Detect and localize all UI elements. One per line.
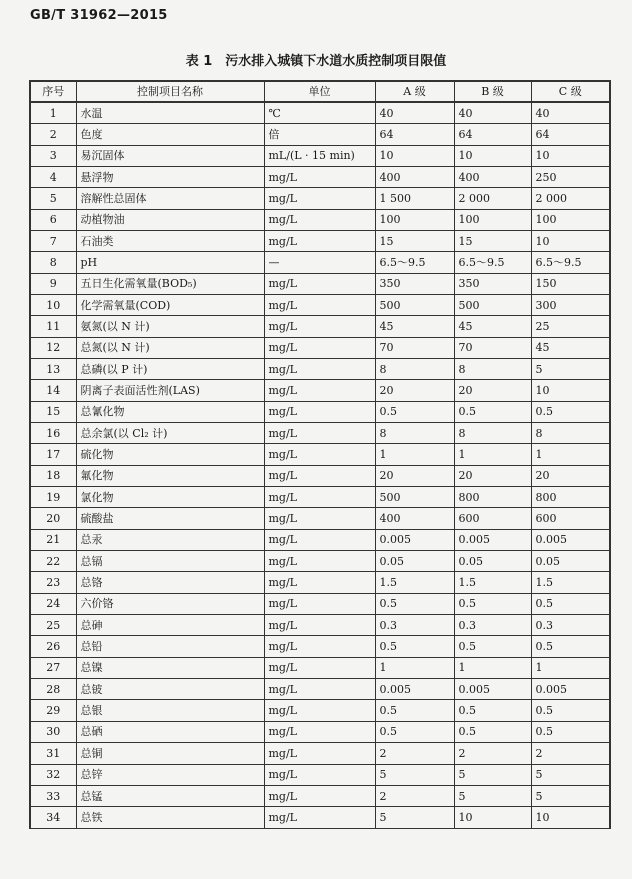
grade-a-value: 0.005 (375, 679, 454, 700)
table-row (30, 636, 610, 657)
grade-b-value: 5 (454, 764, 531, 785)
standard-number: GB/T 31962—2015 (30, 8, 168, 23)
row-number: 5 (30, 188, 76, 209)
grade-b-value: 0.5 (454, 401, 531, 422)
grade-a-value: 0.5 (375, 700, 454, 721)
item-name: 硫化物 (76, 444, 264, 465)
grade-c-value: 0.005 (531, 529, 610, 550)
grade-b-value: 500 (454, 294, 531, 315)
row-number: 31 (30, 743, 76, 764)
grade-c-value: 300 (531, 294, 610, 315)
row-number: 12 (30, 337, 76, 358)
grade-a-value: 0.3 (375, 615, 454, 636)
grade-b-value: 1.5 (454, 572, 531, 593)
grade-a-value: 15 (375, 230, 454, 251)
unit: mg/L (264, 188, 375, 209)
grade-c-value: 5 (531, 785, 610, 806)
grade-b-value: 800 (454, 487, 531, 508)
grade-a-value: 45 (375, 316, 454, 337)
unit: mL/(L · 15 min) (264, 145, 375, 166)
item-name: 总汞 (76, 529, 264, 550)
row-number: 33 (30, 785, 76, 806)
grade-c-value: 5 (531, 358, 610, 379)
table-row (30, 230, 610, 251)
unit: mg/L (264, 657, 375, 678)
row-number: 9 (30, 273, 76, 294)
table-row (30, 102, 610, 123)
grade-b-value: 0.005 (454, 679, 531, 700)
item-name: 硫酸盐 (76, 508, 264, 529)
table-row (30, 316, 610, 337)
item-name: 总砷 (76, 615, 264, 636)
grade-c-value: 64 (531, 124, 610, 145)
grade-c-value: 0.005 (531, 679, 610, 700)
grade-a-value: 20 (375, 380, 454, 401)
table-row (30, 337, 610, 358)
item-name: 总氮(以 N 计) (76, 337, 264, 358)
unit: mg/L (264, 358, 375, 379)
table-row (30, 380, 610, 401)
item-name: 悬浮物 (76, 166, 264, 187)
table-row (30, 551, 610, 572)
table-row (30, 252, 610, 273)
item-name: 阴离子表面活性剂(LAS) (76, 380, 264, 401)
grade-a-value: 6.5～9.5 (375, 252, 454, 273)
grade-a-value: 2 (375, 743, 454, 764)
item-name: 总锌 (76, 764, 264, 785)
grade-b-value: 10 (454, 807, 531, 828)
table-row (30, 785, 610, 806)
grade-a-value: 350 (375, 273, 454, 294)
grade-a-value: 8 (375, 358, 454, 379)
grade-c-value: 10 (531, 230, 610, 251)
unit: ℃ (264, 102, 375, 123)
unit: mg/L (264, 551, 375, 572)
item-name: 总铬 (76, 572, 264, 593)
unit: mg/L (264, 743, 375, 764)
item-name: 总镍 (76, 657, 264, 678)
grade-a-value: 2 (375, 785, 454, 806)
grade-a-value: 64 (375, 124, 454, 145)
unit: mg/L (264, 294, 375, 315)
row-number: 27 (30, 657, 76, 678)
unit: mg/L (264, 764, 375, 785)
item-name: 总锰 (76, 785, 264, 806)
table-row (30, 615, 610, 636)
grade-b-value: 0.05 (454, 551, 531, 572)
table-row (30, 124, 610, 145)
item-name: pH (76, 252, 264, 273)
item-name: 六价铬 (76, 593, 264, 614)
table-row (30, 508, 610, 529)
grade-b-value: 15 (454, 230, 531, 251)
table-row (30, 423, 610, 444)
grade-a-value: 1 (375, 657, 454, 678)
grade-b-value: 70 (454, 337, 531, 358)
grade-b-value: 20 (454, 465, 531, 486)
table-row (30, 764, 610, 785)
grade-c-value: 10 (531, 145, 610, 166)
row-number: 26 (30, 636, 76, 657)
grade-c-value: 0.3 (531, 615, 610, 636)
item-name: 氨氮(以 N 计) (76, 316, 264, 337)
row-number: 32 (30, 764, 76, 785)
unit: mg/L (264, 380, 375, 401)
column-header-c: C 级 (531, 81, 610, 102)
table-row (30, 273, 610, 294)
item-name: 水温 (76, 102, 264, 123)
row-number: 25 (30, 615, 76, 636)
grade-b-value: 0.5 (454, 721, 531, 742)
grade-c-value: 8 (531, 423, 610, 444)
row-number: 18 (30, 465, 76, 486)
row-number: 3 (30, 145, 76, 166)
grade-c-value: 100 (531, 209, 610, 230)
grade-c-value: 1.5 (531, 572, 610, 593)
grade-b-value: 6.5～9.5 (454, 252, 531, 273)
grade-b-value: 20 (454, 380, 531, 401)
column-header-a: A 级 (375, 81, 454, 102)
unit: mg/L (264, 230, 375, 251)
item-name: 动植物油 (76, 209, 264, 230)
grade-b-value: 0.5 (454, 636, 531, 657)
table-row (30, 444, 610, 465)
unit: mg/L (264, 487, 375, 508)
unit: mg/L (264, 316, 375, 337)
grade-c-value: 0.5 (531, 401, 610, 422)
item-name: 石油类 (76, 230, 264, 251)
unit: — (264, 252, 375, 273)
grade-c-value: 25 (531, 316, 610, 337)
row-number: 20 (30, 508, 76, 529)
table-row (30, 700, 610, 721)
row-number: 30 (30, 721, 76, 742)
table-row (30, 721, 610, 742)
unit: mg/L (264, 700, 375, 721)
unit: mg/L (264, 785, 375, 806)
unit: mg/L (264, 465, 375, 486)
unit: mg/L (264, 337, 375, 358)
unit: 倍 (264, 124, 375, 145)
grade-c-value: 45 (531, 337, 610, 358)
grade-a-value: 100 (375, 209, 454, 230)
grade-a-value: 10 (375, 145, 454, 166)
unit: mg/L (264, 423, 375, 444)
item-name: 总氰化物 (76, 401, 264, 422)
row-number: 2 (30, 124, 76, 145)
row-number: 13 (30, 358, 76, 379)
water-quality-table (29, 80, 611, 829)
grade-b-value: 0.005 (454, 529, 531, 550)
table-row (30, 188, 610, 209)
item-name: 易沉固体 (76, 145, 264, 166)
grade-b-value: 10 (454, 145, 531, 166)
grade-b-value: 8 (454, 358, 531, 379)
row-number: 29 (30, 700, 76, 721)
item-name: 色度 (76, 124, 264, 145)
unit: mg/L (264, 508, 375, 529)
grade-c-value: 10 (531, 807, 610, 828)
grade-b-value: 2 000 (454, 188, 531, 209)
item-name: 总硒 (76, 721, 264, 742)
table-row (30, 401, 610, 422)
unit: mg/L (264, 572, 375, 593)
grade-a-value: 1 500 (375, 188, 454, 209)
grade-a-value: 20 (375, 465, 454, 486)
grade-b-value: 1 (454, 444, 531, 465)
table-row (30, 487, 610, 508)
row-number: 21 (30, 529, 76, 550)
table-row (30, 572, 610, 593)
grade-a-value: 1.5 (375, 572, 454, 593)
grade-b-value: 64 (454, 124, 531, 145)
unit: mg/L (264, 721, 375, 742)
item-name: 五日生化需氧量(BOD₅) (76, 273, 264, 294)
table-row (30, 743, 610, 764)
row-number: 7 (30, 230, 76, 251)
item-name: 氯化物 (76, 487, 264, 508)
item-name: 总铅 (76, 636, 264, 657)
table-row (30, 679, 610, 700)
item-name: 总银 (76, 700, 264, 721)
grade-a-value: 400 (375, 508, 454, 529)
item-name: 总铁 (76, 807, 264, 828)
row-number: 10 (30, 294, 76, 315)
table-header-row (30, 81, 610, 102)
grade-a-value: 0.05 (375, 551, 454, 572)
unit: mg/L (264, 209, 375, 230)
row-number: 6 (30, 209, 76, 230)
grade-b-value: 100 (454, 209, 531, 230)
grade-c-value: 0.5 (531, 721, 610, 742)
row-number: 34 (30, 807, 76, 828)
unit: mg/L (264, 636, 375, 657)
row-number: 4 (30, 166, 76, 187)
grade-a-value: 70 (375, 337, 454, 358)
item-name: 总余氯(以 Cl₂ 计) (76, 423, 264, 444)
grade-c-value: 40 (531, 102, 610, 123)
grade-a-value: 5 (375, 764, 454, 785)
grade-c-value: 6.5～9.5 (531, 252, 610, 273)
grade-b-value: 5 (454, 785, 531, 806)
row-number: 19 (30, 487, 76, 508)
table-row (30, 529, 610, 550)
grade-c-value: 250 (531, 166, 610, 187)
column-header-no: 序号 (30, 81, 76, 102)
item-name: 总磷(以 P 计) (76, 358, 264, 379)
grade-c-value: 5 (531, 764, 610, 785)
item-name: 溶解性总固体 (76, 188, 264, 209)
table-row (30, 657, 610, 678)
table-row (30, 465, 610, 486)
grade-c-value: 1 (531, 657, 610, 678)
grade-b-value: 45 (454, 316, 531, 337)
unit: mg/L (264, 401, 375, 422)
row-number: 16 (30, 423, 76, 444)
column-header-item: 控制项目名称 (76, 81, 264, 102)
row-number: 11 (30, 316, 76, 337)
grade-a-value: 0.005 (375, 529, 454, 550)
unit: mg/L (264, 529, 375, 550)
table-row (30, 145, 610, 166)
grade-b-value: 400 (454, 166, 531, 187)
unit: mg/L (264, 807, 375, 828)
grade-b-value: 350 (454, 273, 531, 294)
grade-a-value: 5 (375, 807, 454, 828)
table-row (30, 358, 610, 379)
row-number: 14 (30, 380, 76, 401)
grade-c-value: 10 (531, 380, 610, 401)
grade-c-value: 0.5 (531, 593, 610, 614)
grade-b-value: 0.5 (454, 593, 531, 614)
grade-c-value: 2 (531, 743, 610, 764)
table-row (30, 294, 610, 315)
unit: mg/L (264, 166, 375, 187)
grade-b-value: 0.3 (454, 615, 531, 636)
grade-c-value: 0.5 (531, 700, 610, 721)
row-number: 8 (30, 252, 76, 273)
grade-c-value: 20 (531, 465, 610, 486)
grade-a-value: 500 (375, 294, 454, 315)
grade-c-value: 0.5 (531, 636, 610, 657)
grade-a-value: 40 (375, 102, 454, 123)
table-row (30, 807, 610, 828)
item-name: 总铍 (76, 679, 264, 700)
row-number: 17 (30, 444, 76, 465)
item-name: 总铜 (76, 743, 264, 764)
grade-c-value: 150 (531, 273, 610, 294)
grade-a-value: 400 (375, 166, 454, 187)
column-header-unit: 单位 (264, 81, 375, 102)
column-header-b: B 级 (454, 81, 531, 102)
item-name: 化学需氧量(COD) (76, 294, 264, 315)
table-row (30, 209, 610, 230)
grade-b-value: 2 (454, 743, 531, 764)
row-number: 1 (30, 102, 76, 123)
table-row (30, 166, 610, 187)
grade-c-value: 800 (531, 487, 610, 508)
unit: mg/L (264, 615, 375, 636)
grade-b-value: 0.5 (454, 700, 531, 721)
table-row (30, 593, 610, 614)
unit: mg/L (264, 593, 375, 614)
grade-a-value: 8 (375, 423, 454, 444)
item-name: 氟化物 (76, 465, 264, 486)
row-number: 15 (30, 401, 76, 422)
grade-a-value: 0.5 (375, 721, 454, 742)
grade-a-value: 0.5 (375, 593, 454, 614)
grade-a-value: 0.5 (375, 636, 454, 657)
row-number: 24 (30, 593, 76, 614)
grade-b-value: 600 (454, 508, 531, 529)
grade-c-value: 2 000 (531, 188, 610, 209)
grade-a-value: 500 (375, 487, 454, 508)
grade-a-value: 0.5 (375, 401, 454, 422)
row-number: 22 (30, 551, 76, 572)
row-number: 28 (30, 679, 76, 700)
grade-c-value: 600 (531, 508, 610, 529)
grade-b-value: 40 (454, 102, 531, 123)
grade-b-value: 8 (454, 423, 531, 444)
row-number: 23 (30, 572, 76, 593)
grade-b-value: 1 (454, 657, 531, 678)
table-title: 表 1 污水排入城镇下水道水质控制项目限值 (185, 54, 447, 69)
unit: mg/L (264, 679, 375, 700)
unit: mg/L (264, 273, 375, 294)
grade-c-value: 1 (531, 444, 610, 465)
unit: mg/L (264, 444, 375, 465)
item-name: 总镉 (76, 551, 264, 572)
grade-a-value: 1 (375, 444, 454, 465)
grade-c-value: 0.05 (531, 551, 610, 572)
